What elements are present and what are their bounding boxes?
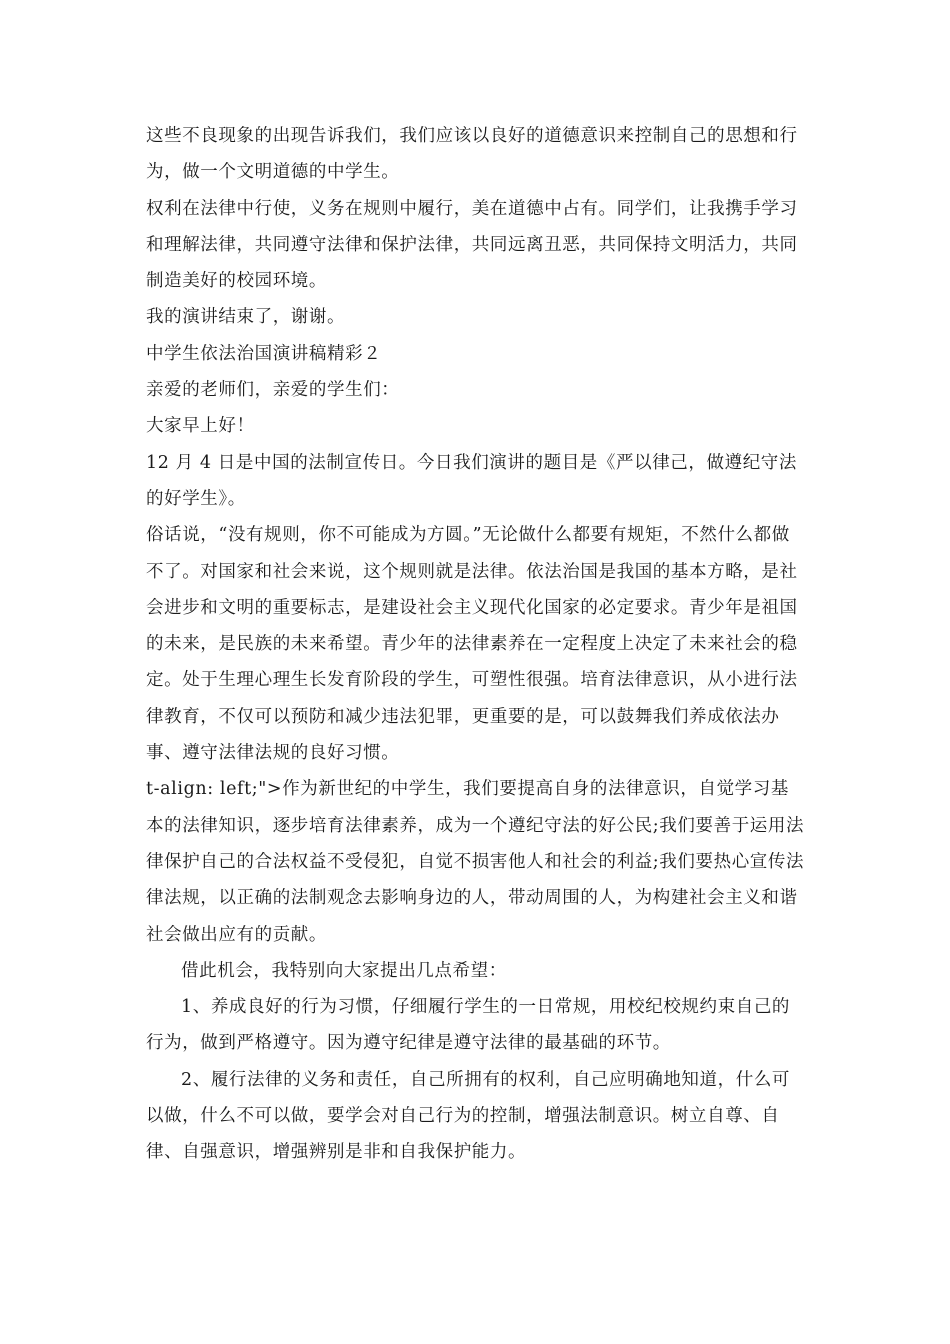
section-title: 中学生依法治国演讲稿精彩２ xyxy=(146,343,382,364)
paragraph-salutation: 亲爱的老师们，亲爱的学生们： xyxy=(146,380,400,401)
paragraph-hope-1: 1、养成良好的行为习惯，仔细履行学生的一日常规，用校纪校规约束自己的行为，做到严格遵守。因为遵守纪律是遵守法律的最基础的环节。 xyxy=(146,997,791,1054)
paragraph-hopes-intro: 借此机会，我特别向大家提出几点希望： xyxy=(181,960,507,981)
paragraph-bad-phenomena: 这些不良现象的出现告诉我们，我们应该以良好的道德意识来控制自己的思想和行为，做一个文明道德的中学生。 xyxy=(146,126,798,183)
paragraph-rights-duties: 权利在法律中行使，义务在规则中履行，美在道德中占有。同学们，让我携手学习和理解法律，共同遵守法律和保护法律，共同远离丑恶，共同保持文明活力，共同制造美好的校园环境。 xyxy=(146,198,798,292)
paragraph-legal-day: 12 月 4 日是中国的法制宣传日。今日我们演讲的题目是《严以律己，做遵纪守法的好学生》。 xyxy=(146,452,797,509)
paragraph-new-century: t-align: left;">作为新世纪的中学生，我们要提高自身的法律意识，自觉学习基本的法律知识，逐步培育法律素养，成为一个遵纪守法的好公民;我们要善于运用法律保护自己的合法权益不受侵犯，自觉不损害他人和社会的利益;我们要热心宣传法律法规，以正确的法制观念去影响身边的人，带动周围的人，为构建社会主义和谐社会做出应有的贡献。 xyxy=(146,779,805,945)
paragraph-speech-end: 我的演讲结束了，谢谢。 xyxy=(146,307,346,328)
paragraph-hope-2: 2、履行法律的义务和责任，自己所拥有的权利，自己应明确地知道，什么可以做，什么不可以做，要学会对自己行为的控制，增强法制意识。树立自尊、自律、自强意识，增强辨别是非和自我保护能力。 xyxy=(146,1069,791,1163)
paragraph-greeting: 大家早上好！ xyxy=(146,416,255,437)
document-body xyxy=(146,118,806,1171)
paragraph-proverb: 俗话说，“没有规则，你不可能成为方圆。”无论做什么都要有规矩，不然什么都做不了。对国家和社会来说，这个规则就是法律。依法治国是我国的基本方略，是社会进步和文明的重要标志，是建设社会主义现代化国家的必定要求。青少年是祖国的未来，是民族的未来希望。青少年的法律素养在一定程度上决定了未来社会的稳定。处于生理心理生长发育阶段的学生，可塑性很强。培育法律意识，从小进行法律教育，不仅可以预防和减少违法犯罪，更重要的是，可以鼓舞我们养成依法办事、遵守法律法规的良好习惯。 xyxy=(146,525,798,764)
